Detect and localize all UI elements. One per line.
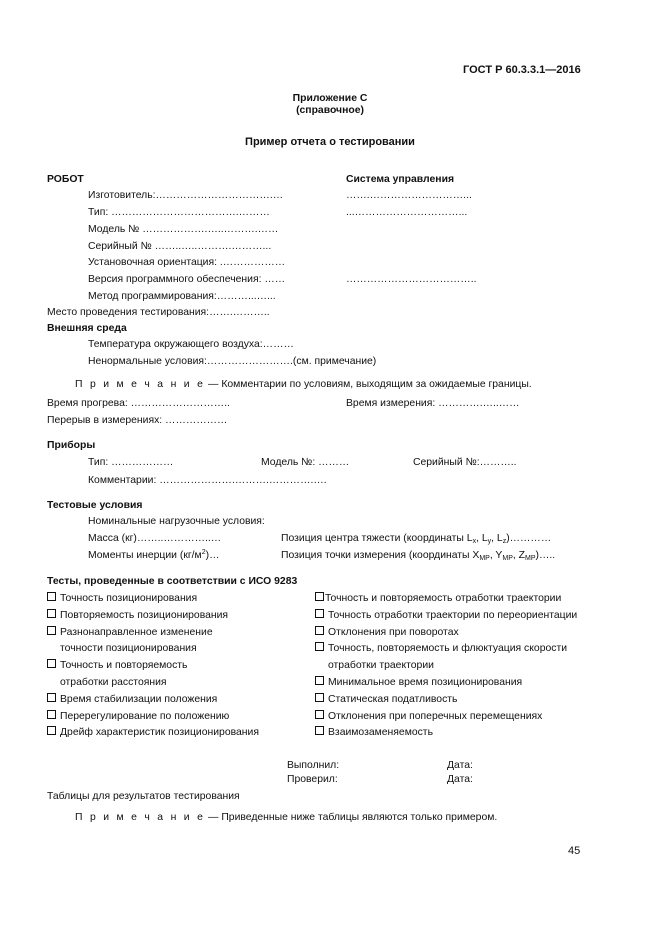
- test-conditions-heading: Тестовые условия: [47, 500, 143, 511]
- checkbox[interactable]: [47, 693, 56, 702]
- mass-field: Масса (кг)……..…………..…: [88, 533, 222, 544]
- nominal-load-label: Номинальные нагрузочные условия:: [88, 516, 265, 527]
- instrument-comments-field: Комментарии: ………………….……….………….….: [88, 475, 327, 486]
- checkbox[interactable]: [47, 726, 56, 735]
- note-label: П р и м е ч а н и е: [75, 379, 206, 390]
- measurement-point-field: Позиция точки измерения (координаты $X_{MP}$, $Y_{MP}$, $Z_{MP})\dots$..: [281, 550, 556, 562]
- checkbox[interactable]: [315, 609, 324, 618]
- measurement-break-field: Перерыв в измерениях: ………………: [47, 415, 228, 426]
- control-type-field: ...…………………………...: [346, 207, 468, 218]
- robot-software-field: Версия программного обеспечения: ……: [88, 274, 286, 285]
- test-item-continuation: точности позиционирования: [60, 643, 197, 654]
- tests-heading: Тесты, проведенные в соответствии с ИСО 9283: [47, 576, 298, 587]
- robot-manufacturer-field: Изготовитель:…………………………….…: [88, 190, 284, 201]
- robot-serial-field: Серийный № ……..…..……….………...: [88, 241, 272, 252]
- test-checkbox-item[interactable]: Повторяемость позиционирования: [47, 609, 228, 622]
- abnormal-conditions-field: Ненормальные условия:…………………….(см. примечание): [88, 356, 377, 367]
- page-number: 45: [568, 845, 581, 857]
- test-checkbox-item[interactable]: Дрейф характеристик позиционирования: [47, 726, 259, 739]
- control-system-heading: Система управления: [346, 174, 455, 185]
- test-item-continuation: отработки траектории: [328, 660, 434, 671]
- test-checkbox-item[interactable]: Отклонения при поворотах: [315, 626, 459, 639]
- checkbox[interactable]: [315, 693, 324, 702]
- instrument-type-field: Тип: ………………: [88, 457, 174, 468]
- test-checkbox-item[interactable]: Статическая податливость: [315, 693, 457, 706]
- performed-by-label: Выполнил:: [287, 760, 340, 771]
- robot-model-field: Модель № ……………….…..……….……: [88, 224, 279, 235]
- tables-note: [75, 811, 497, 824]
- test-checkbox-item[interactable]: Точность отработки траектории по переориентации: [315, 609, 577, 622]
- test-checkbox-item[interactable]: Точность и повторяемость: [47, 659, 187, 672]
- checkbox[interactable]: [315, 626, 324, 635]
- measurement-time-field: Время измерения: ………….…..……: [346, 398, 520, 409]
- ambient-temperature-field: Температура окружающего воздуха:………: [88, 339, 294, 350]
- checkbox[interactable]: [47, 626, 56, 635]
- checkbox[interactable]: [315, 642, 324, 651]
- robot-type-field: Тип: ……………………………….………: [88, 207, 270, 218]
- checkbox[interactable]: [315, 710, 324, 719]
- checkbox[interactable]: [47, 659, 56, 668]
- document-code: ГОСТ Р 60.3.3.1—2016: [463, 64, 581, 76]
- robot-orientation-field: Установочная ориентация: .………………: [88, 257, 286, 268]
- test-site-field: Место проведения тестирования:…….………..: [47, 307, 270, 318]
- inertia-field: Моменты инерции $(кг/м^2)\dots$: [88, 549, 220, 561]
- date-label: Дата:: [447, 760, 473, 771]
- checkbox[interactable]: [47, 592, 56, 601]
- note-text: — Комментарии по условиям, выходящим за ожидаемые границы.: [205, 379, 532, 390]
- checkbox[interactable]: [47, 609, 56, 618]
- test-checkbox-item[interactable]: Точность и повторяемость отработки траектории: [315, 592, 561, 605]
- test-item-continuation: отработки расстояния: [60, 677, 167, 688]
- checkbox[interactable]: [47, 710, 56, 719]
- control-manufacturer-field: …….………………………...: [346, 190, 472, 201]
- test-checkbox-item[interactable]: Перерегулирование по положению: [47, 710, 229, 723]
- checkbox[interactable]: [315, 592, 324, 601]
- checked-by-label: Проверил:: [287, 774, 338, 785]
- note-label: П р и м е ч а н и е: [75, 812, 206, 823]
- center-of-gravity-field: Позиция центра тяжести (координаты $L_x$, $L_y$, $L_z)\dots\dots\dots\dots$: [281, 533, 552, 545]
- test-checkbox-item[interactable]: Минимальное время позиционирования: [315, 676, 522, 689]
- test-checkbox-item[interactable]: Взаимозаменяемость: [315, 726, 433, 739]
- instrument-model-field: Модель №: ………: [261, 457, 350, 468]
- control-software-field: ………………………………..: [346, 274, 477, 285]
- instruments-heading: Приборы: [47, 440, 96, 451]
- test-checkbox-item[interactable]: Разнонаправленное изменение: [47, 626, 213, 639]
- robot-heading: РОБОТ: [47, 174, 84, 185]
- checkbox[interactable]: [315, 726, 324, 735]
- annex-heading: Пример отчета о тестировании: [245, 136, 415, 148]
- note-text: — Приведенные ниже таблицы являются только примером.: [205, 812, 498, 823]
- test-checkbox-item[interactable]: Точность, повторяемость и флюктуация скорости: [315, 642, 567, 655]
- annex-title: Приложение С: [292, 93, 368, 104]
- warmup-time-field: Время прогрева: ………………………..: [47, 398, 230, 409]
- instrument-serial-field: Серийный №:………..: [413, 457, 517, 468]
- robot-programming-field: Метод программирования:………...…...: [88, 291, 276, 302]
- environment-note: [75, 378, 532, 391]
- test-checkbox-item[interactable]: Отклонения при поперечных перемещениях: [315, 710, 542, 723]
- environment-heading: Внешняя среда: [47, 323, 127, 334]
- results-tables-title: Таблицы для результатов тестирования: [47, 791, 240, 802]
- test-checkbox-item[interactable]: Точность позиционирования: [47, 592, 197, 605]
- checkbox[interactable]: [315, 676, 324, 685]
- date-label: Дата:: [447, 774, 473, 785]
- test-checkbox-item[interactable]: Время стабилизации положения: [47, 693, 217, 706]
- annex-subtitle: (справочное): [296, 105, 364, 116]
